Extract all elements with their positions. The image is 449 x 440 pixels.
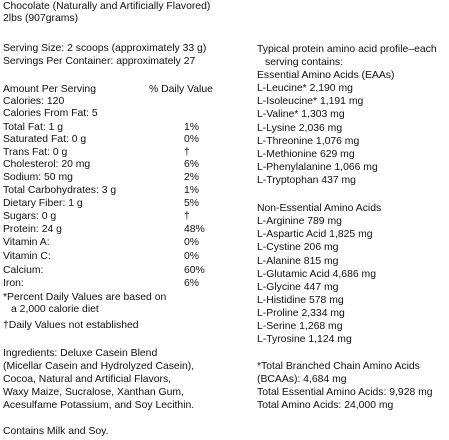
nutrition-row	[3, 224, 243, 236]
nutrient-label: Cholesterol: 20 mg	[3, 159, 91, 170]
ingredients-line: Ingredients: Deluxe Casein Blend	[3, 348, 158, 359]
nutrient-dv: †	[184, 147, 190, 158]
nutrition-row	[3, 211, 243, 223]
nutrition-row	[3, 198, 243, 210]
nutrition-row	[3, 159, 243, 171]
nutrition-header	[3, 84, 243, 96]
nutrient-dv: 1%	[184, 122, 200, 133]
eaa-header: Essential Amino Acids (EAAs)	[257, 70, 395, 81]
nutrient-label: Total Carbohydrates: 3 g	[3, 185, 117, 196]
eaa-item: L-Methionine 629 mg	[257, 149, 355, 160]
nutrient-label: Saturated Fat: 0 g	[3, 134, 87, 145]
allergen-statement: Contains Milk and Soy.	[3, 426, 109, 437]
serving-size: Serving Size: 2 scoops (approximately 33 g)	[3, 43, 207, 54]
nutrition-row	[3, 251, 243, 263]
nutrition-row	[3, 122, 243, 134]
eaa-item: L-Leucine* 2,190 mg	[257, 83, 353, 94]
nutrition-row	[3, 172, 243, 184]
neaa-item: L-Alanine 815 mg	[257, 256, 339, 267]
bcaa-total: *Total Branched Chain Amino Acids	[257, 361, 420, 372]
ingredients-line: (Micellar Casein and Hydrolyzed Casein),	[3, 361, 195, 372]
nutrient-dv: 1%	[184, 185, 200, 196]
ingredients-line: Acesulfame Potassium, and Soy Lecithin.	[3, 400, 195, 411]
ingredients-line: Waxy Maize, Sucralose, Xanthan Gum,	[3, 387, 184, 398]
nutrient-dv: 2%	[184, 172, 200, 183]
nutrient-dv: 0%	[184, 134, 200, 145]
nutrient-label: Sugars: 0 g	[3, 211, 57, 222]
nutrient-label: Calcium:	[3, 265, 44, 276]
bcaa-total-value: (BCAAs): 4,684 mg	[257, 374, 347, 385]
nutrient-label: Protein: 24 g	[3, 224, 62, 235]
neaa-item: L-Histidine 578 mg	[257, 295, 344, 306]
nutrition-row	[3, 185, 243, 197]
neaa-item: L-Proline 2,334 mg	[257, 308, 345, 319]
nutrient-dv: 6%	[184, 159, 200, 170]
amino-intro: Typical protein amino acid profile–each	[257, 44, 437, 55]
eaa-item: L-Isoleucine* 1,191 mg	[257, 96, 364, 107]
neaa-item: L-Glutamic Acid 4,686 mg	[257, 269, 376, 280]
product-weight: 2lbs (907grams)	[3, 13, 79, 24]
eaa-item: L-Threonine 1,076 mg	[257, 136, 360, 147]
daily-value-header: % Daily Value	[149, 84, 213, 95]
neaa-item: L-Glycine 447 mg	[257, 282, 339, 293]
nutrient-label: Iron:	[3, 278, 24, 289]
servings-per-container: Servings Per Container: approximately 27	[3, 56, 196, 67]
nutrient-dv: 48%	[184, 224, 205, 235]
nutrition-row	[3, 237, 243, 249]
nutrient-label: Sodium: 50 mg	[3, 172, 73, 183]
eaa-item: L-Phenylalanine 1,066 mg	[257, 162, 378, 173]
neaa-item: L-Tyrosine 1,124 mg	[257, 334, 352, 345]
product-flavor: Chocolate (Naturally and Artificially Flavored)	[3, 1, 211, 12]
nutrition-row	[3, 278, 243, 290]
nutrient-label: Trans Fat: 0 g	[3, 147, 68, 158]
nutrition-row	[3, 134, 243, 146]
nutrient-dv: 60%	[184, 265, 205, 276]
neaa-header: Non-Essential Amino Acids	[257, 203, 382, 214]
amount-per-serving-label: Amount Per Serving	[3, 84, 96, 95]
nutrient-label: Total Fat: 1 g	[3, 122, 64, 133]
neaa-item: L-Cystine 206 mg	[257, 242, 339, 253]
nutrient-label: Vitamin A:	[3, 237, 50, 248]
nutrient-label: Dietary Fiber: 1 g	[3, 198, 83, 209]
nutrient-dv: 6%	[184, 278, 200, 289]
nutrient-dv: †	[184, 211, 190, 222]
calories-from-fat: Calories From Fat: 5	[3, 108, 98, 119]
nutrition-row	[3, 147, 243, 159]
amino-intro-2: serving contains:	[265, 57, 343, 68]
total-amino-acids: Total Amino Acids: 24,000 mg	[257, 400, 394, 411]
nutrient-label: Vitamin C:	[3, 251, 51, 262]
footnote-not-established: †Daily Values not established	[3, 320, 139, 331]
total-essential-amino-acids: Total Essential Amino Acids: 9,928 mg	[257, 387, 433, 398]
eaa-item: L-Tryptophan 437 mg	[257, 175, 356, 186]
nutrient-dv: 0%	[184, 237, 200, 248]
neaa-item: L-Arginine 789 mg	[257, 216, 342, 227]
ingredients-line: Cocoa, Natural and Artificial Flavors,	[3, 374, 172, 385]
neaa-item: L-Aspartic Acid 1,825 mg	[257, 229, 373, 240]
footnote-daily-value: *Percent Daily Values are based on	[3, 292, 167, 303]
eaa-item: L-Valine* 1,303 mg	[257, 109, 345, 120]
footnote-calorie-diet: a 2,000 calorie diet	[11, 304, 99, 315]
eaa-item: L-Lysine 2,036 mg	[257, 123, 343, 134]
calories: Calories: 120	[3, 96, 65, 107]
nutrition-row	[3, 265, 243, 277]
neaa-item: L-Serine 1,268 mg	[257, 321, 343, 332]
nutrient-dv: 0%	[184, 251, 200, 262]
nutrient-dv: 5%	[184, 198, 200, 209]
